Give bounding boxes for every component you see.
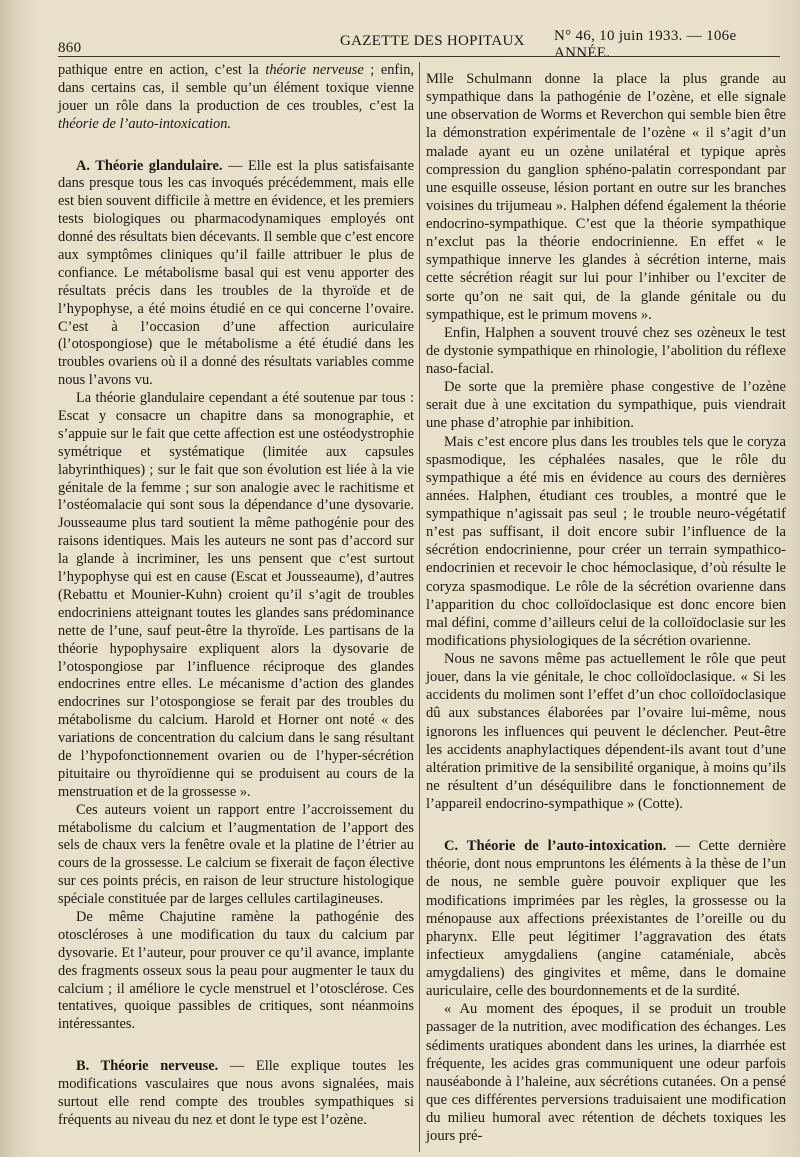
paragraph: Mlle Schulmann donne la place la plus grande au sympathique dans la pathogénie de l’ozène, et elle signale une observation de Worms et Reverchon qui semble bien être la démonstration expérimentale de l’ozène « il s’agit d’un malade ayant eu un ozène unilatéral et typique après compression du ganglion sphéno-palatin correspondant par une esquille osseuse, lésion portant en outre sur les branches voisines du trijumeau ». Halphen défend également la théorie endocrino-sympathique. C’est que la théorie sympathique n’exclut pas la théorie endocrinienne. En effet « le sympathique innerve les glandes à sécrétion interne, mais cette sécrétion réagit sur lui pour l’inhiber ou l’exciter de sorte qu’on ne sait qui, de la glande génitale ou du sympathique, est le primum movens ». [426,71,786,323]
italic-term: théorie de l’auto-intoxication. [58,115,232,132]
text-run: ; enfin, dans certains cas, il semble qu’un élément toxique vienne jouer un rôle dans la production de ces troubles, c’est la [58,62,414,114]
text-run: — Elle est la plus satisfaisante dans presque tous les cas invoqués précédemment, mais elle est bien souvent difficile à mettre en évidence, et les premiers tests biologiques ou pharmacodynamiques employés ont donné des résultats bien décevants. Il semble que c’est encore aux symptômes cliniques qu’il faille attribuer le plus de confiance. Le métabolisme basal qui est venu apporter des résultats précis dans les troubles de la thyroïde et de l’hypophyse, a été moins étudié en ce qui concerne l’ovaire. C’est à l’occasion d’une affection auriculaire (l’otospongiose) que le métabolisme a été étudié dans les troubles ovariens où il a donné des résultats variables comme nous l’avons vu. [58,157,414,389]
left-column [58,62,414,1130]
paragraph: Ces auteurs voient un rapport entre l’accroissement du métabolisme du calcium et l’augmentation de l’apport des sels de chaux vers la fenêtre ovale et la platine de l’étrier au cours de la grossesse. Le calcium se fixerait de façon élective sur ces points précis, en raison de leur structure histologique spéciale constituée par de larges cellules cartilagineuses. [58,801,414,908]
section-heading: C. Théorie de l’auto-intoxication. [444,838,667,855]
section-a [58,158,414,391]
paragraph: De sorte que la première phase congestive de l’ozène serait due à une excitation du sympathique, puis viendrait une phase d’atrophie par inhibition. [426,379,786,432]
journal-title: GAZETTE DES HOPITAUX [340,33,525,49]
section-c [426,837,786,1000]
text-run: pathique entre en action, c’est la [58,62,266,78]
section-heading: A. Théorie glandulaire. [76,157,223,174]
right-column [426,70,786,1145]
paragraph: De même Chajutine ramène la pathogénie des otoscléroses à une modification du taux du calcium par dysovarie. Et l’auteur, pour prouver ce qu’il avance, implante des fragments osseux sous la peau pour augmenter le taux du calcium ; il améliore le cycle menstruel et l’otosclérose. Ces tentatives, quoique passibles de critiques, sont néanmoins intéressantes. [58,908,414,1033]
page-number: 860 [58,40,82,56]
header-rule [58,56,780,57]
paragraph: Nous ne savons même pas actuellement le rôle que peut jouer, dans la vie génitale, le choc colloïdoclasique. « Si les accidents du molimen sont l’effet d’un choc colloïdoclasique dû aux substances élaborées par l’ovaire lui-même, nous ignorons les influences qui peuvent le déclencher. Peut-être les accidents anaphylactiques dépendent-ils avant tout d’une altération primitive de la sensibilité organique, à moins qu’ils ne résultent d’un déséquilibre dans le fonctionnement de l’appareil endocrino-sympathique » (Cotte). [426,651,786,812]
section-heading: B. Théorie nerveuse. [76,1058,219,1075]
paragraph: Enfin, Halphen a souvent trouvé chez ses ozèneux le test de dystonie sympathique en rhinologie, l’abolition du réflexe naso-facial. [426,324,786,377]
paragraph: La théorie glandulaire cependant a été soutenue par tous : Escat y consacre un chapitre dans sa monographie, et s’appuie sur le fait que cette affection est une ostéodystrophie symétrique et systématique (limitée aux capsules labyrinthiques) ; sur le fait que son évolution est liée à la vie génitale de la femme ; sur son analogie avec le rachitisme et l’ostéomalacie qui sont sous la dépendance d’une dysovarie. Jousseaume plus tard soutient la même pathogénie pour des raisons identiques. Mais les auteurs ne sont pas d’accord sur la glande à incriminer, les uns pensent que c’est surtout l’hypophyse qui est en cause (Escat et Jousseaume), d’autres (Rebattu et Mounier-Kuhn) croient qu’il s’agit de troubles endocriniens atteignant toutes les glandes sans prédominance nette de l’une, sauf peut-être la thyroïde. Les partisans de la théorie hypophysaire expliquent alors la dysovarie de l’otospongiose par l’influence réciproque des glandes endocrines entre elles. Le mécanisme d’action des glandes endocrines sur l’otospongiose se ferait par des troubles du métabolisme du calcium. Harold et Horner ont noté « des variations de concentration du calcium dans le sang résultant de l’hypofonctionnement ovarien ou de l’hyper-sécrétion pituitaire ou thyroïdienne qui se produisent au cours de la menstruation et de la grossesse ». [58,390,414,800]
text-run: — Cette dernière théorie, dont nous empruntons les éléments à la thèse de l’un de nous, ne semble guère pouvoir expliquer que les modifications imprimées par les règles, la grossesse ou la ménopause aux affections préexistantes de l’oreille ou du pharynx. Elle peut légitimer l’aggravation des états infectieux amygdaliens (angine cataméniale, abcès amygdaliens) des gingivites et même, dans le domaine auriculaire, celle des bourdonnements et de la surdité. [426,838,787,1000]
column-divider [419,62,420,1152]
italic-term: théorie nerveuse [265,62,364,78]
paragraph: Mais c’est encore plus dans les troubles tels que le coryza spasmodique, les céphalées nasales, que le rôle du sympathique a été mis en évidence au cours des dernières années. Halphen, étudiant ces troubles, a montré que le sympathique n’agissait pas seul ; le trouble neuro-végétatif n’est pas suffisant, il doit encore subir l’influence de la sécrétion endocrinienne, pour créer un terrain sympathico-endocrinien et recevoir le choc hémoclasique, d’où résulte le coryza spasmodique. Le rôle de la sécrétion ovarienne dans l’apparition du choc colloïdoclasique est donc encore bien mal défini, comme d’ailleurs celui de la colloïdoclasie sur les modifications physiologiques de la sécrétion ovarienne. [426,433,786,649]
paragraph [58,62,414,134]
page-header [58,28,778,61]
text-run: — Elle explique toutes les modifications vasculaires que nous avons signalées, mais surtout elle rend compte des troubles sympathiques si fréquents au niveau du nez et dont le type est l’ozène. [58,1058,414,1128]
issue-info: N° 46, 10 juin 1933. — 106e ANNÉE. [554,28,737,61]
section-b [58,1058,414,1130]
paragraph: « Au moment des époques, il se produit un trouble passager de la nutrition, avec modification des échanges. Les sédiments uratiques abondent dans les urines, la diarrhée est fréquente, les acides gras communiquent une odeur parfois nauséabonde à l’haleine, aux sécrétions cutanées. On a pensé que ces différentes perversions traduisaient une modification du milieu humoral avec rétention de déchets toxiques les jours pré- [426,1001,786,1145]
